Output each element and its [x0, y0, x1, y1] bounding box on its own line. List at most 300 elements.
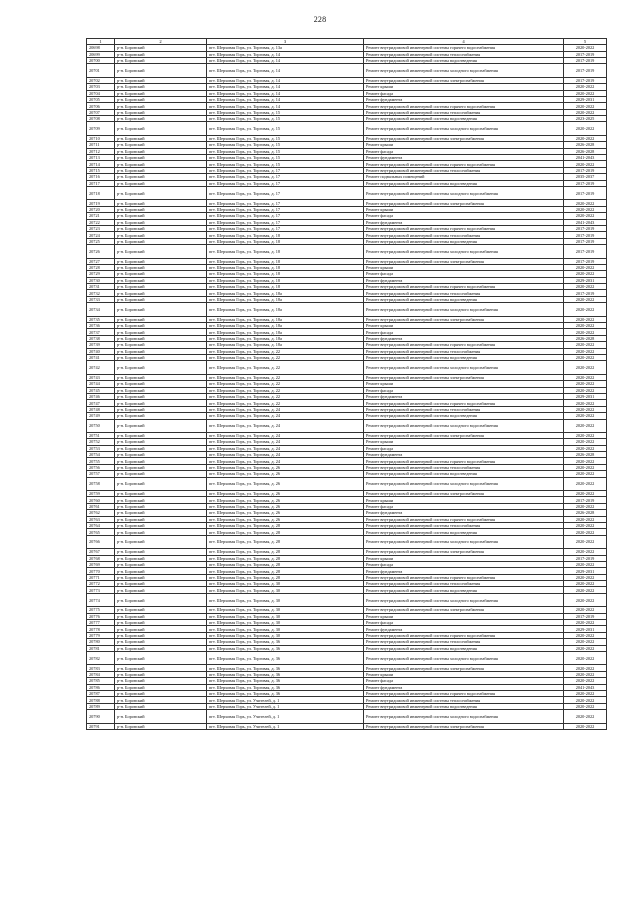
column-header: 5 [564, 39, 607, 45]
address-cell: пгт. Шерховая Горь, ул. Торговая, д. 15 [207, 122, 364, 135]
work-type-cell: Ремонт крыши [364, 671, 564, 677]
district-cell: р-н. Боровский [115, 703, 207, 709]
address-cell: пгт. Шерховая Горь, ул. Торговая, д. 15 [207, 142, 364, 148]
district-cell: р-н. Боровский [115, 167, 207, 173]
work-type-cell: Ремонт внутридомовой инженерной системы теплоснабжения [364, 51, 564, 57]
period-cell: 2020-2022 [564, 387, 607, 393]
period-cell: 2017-2019 [564, 77, 607, 83]
row-number-cell: 20749 [87, 413, 115, 419]
period-cell: 2020-2022 [564, 652, 607, 665]
row-number-cell: 20769 [87, 561, 115, 567]
work-type-cell: Ремонт внутридомовой инженерной системы водоотведения [364, 180, 564, 186]
period-cell: 2020-2022 [564, 109, 607, 115]
row-number-cell: 20787 [87, 690, 115, 696]
table-row [87, 361, 607, 374]
district-cell: р-н. Боровский [115, 290, 207, 296]
address-cell: пгт. Шерховая Горь, ул. Торговая, д. 36 [207, 645, 364, 651]
district-cell: р-н. Боровский [115, 264, 207, 270]
district-cell: р-н. Боровский [115, 200, 207, 206]
address-cell: пгт. Шерховая Горь, ул. Торговая, д. 18 [207, 271, 364, 277]
period-cell: 2017-2019 [564, 232, 607, 238]
period-cell: 2020-2022 [564, 135, 607, 141]
period-cell: 2017-2019 [564, 167, 607, 173]
row-number-cell: 20779 [87, 632, 115, 638]
district-cell: р-н. Боровский [115, 381, 207, 387]
district-cell: р-н. Боровский [115, 568, 207, 574]
district-cell: р-н. Боровский [115, 613, 207, 619]
address-cell: пгт. Шерховая Горь, ул. Торговая, д. 18а [207, 290, 364, 296]
row-number-cell: 20789 [87, 703, 115, 709]
row-number-cell: 20703 [87, 84, 115, 90]
address-cell: пгт. Шерховая Горь, ул. Торговая, д. 18а [207, 342, 364, 348]
period-cell: 2020-2022 [564, 445, 607, 451]
address-cell: пгт. Шерховая Горь, ул. Торговая, д. 18а [207, 296, 364, 302]
work-type-cell: Ремонт внутридомовой инженерной системы теплоснабжения [364, 522, 564, 528]
row-number-cell: 20731 [87, 284, 115, 290]
district-cell: р-н. Боровский [115, 464, 207, 470]
row-number-cell: 20776 [87, 613, 115, 619]
row-number-cell: 20757 [87, 471, 115, 477]
address-cell: пгт. Шерховая Горь, ул. Торговая, д. 28 [207, 561, 364, 567]
period-cell: 2020-2022 [564, 284, 607, 290]
district-cell: р-н. Боровский [115, 342, 207, 348]
district-cell: р-н. Боровский [115, 174, 207, 180]
table-row [87, 652, 607, 665]
row-number-cell: 20771 [87, 574, 115, 580]
district-cell: р-н. Боровский [115, 206, 207, 212]
work-type-cell: Ремонт внутридомовой инженерной системы электроснабжения [364, 258, 564, 264]
period-cell: 2020-2022 [564, 84, 607, 90]
row-number-cell: 20701 [87, 64, 115, 77]
work-type-cell: Ремонт крыши [364, 555, 564, 561]
table-row [87, 477, 607, 490]
period-cell: 2020-2022 [564, 710, 607, 723]
row-number-cell: 20736 [87, 323, 115, 329]
work-type-cell: Ремонт крыши [364, 497, 564, 503]
work-type-cell: Ремонт крыши [364, 84, 564, 90]
period-cell: 2017-2019 [564, 245, 607, 258]
district-cell: р-н. Боровский [115, 335, 207, 341]
district-cell: р-н. Боровский [115, 45, 207, 51]
work-type-cell: Ремонт внутридомовой инженерной системы электроснабжения [364, 200, 564, 206]
period-cell: 2017-2019 [564, 238, 607, 244]
period-cell: 2020-2022 [564, 361, 607, 374]
period-cell: 2020-2022 [564, 522, 607, 528]
address-cell: пгт. Шерховая Горь, ул. Торговая, д. 22 [207, 387, 364, 393]
district-cell: р-н. Боровский [115, 626, 207, 632]
address-cell: пгт. Шерховая Горь, ул. Торговая, д. 30 [207, 620, 364, 626]
address-cell: пгт. Шерховая Горь, ул. Торговая, д. 17 [207, 219, 364, 225]
table-row [87, 419, 607, 432]
row-number-cell: 20784 [87, 671, 115, 677]
work-type-cell: Ремонт внутридомовой инженерной системы электроснабжения [364, 491, 564, 497]
period-cell: 2020-2022 [564, 503, 607, 509]
work-type-cell: Ремонт фасада [364, 387, 564, 393]
column-header: 3 [207, 39, 364, 45]
row-number-cell: 20713 [87, 155, 115, 161]
address-cell: пгт. Шерховая Горь, ул. Торговая, д. 18 [207, 284, 364, 290]
row-number-cell: 20761 [87, 503, 115, 509]
address-cell: пгт. Шерховая Горь, ул. Торговая, д. 15 [207, 155, 364, 161]
district-cell: р-н. Боровский [115, 452, 207, 458]
address-cell: пгт. Шерховая Горь, ул. Учителей, д. 1 [207, 723, 364, 729]
row-number-cell: 20735 [87, 316, 115, 322]
address-cell: пгт. Шерховая Горь, ул. Торговая, д. 15 [207, 148, 364, 154]
address-cell: пгт. Шерховая Горь, ул. Торговая, д. 14 [207, 103, 364, 109]
address-cell: пгт. Шерховая Горь, ул. Торговая, д. 26 [207, 516, 364, 522]
district-cell: р-н. Боровский [115, 284, 207, 290]
period-cell: 2020-2022 [564, 419, 607, 432]
address-cell: пгт. Шерховая Горь, ул. Торговая, д. 36 [207, 690, 364, 696]
period-cell: 2020-2022 [564, 90, 607, 96]
work-type-cell: Ремонт внутридомовой инженерной системы холодного водоснабжения [364, 303, 564, 316]
work-type-cell: Ремонт внутридомовой инженерной системы холодного водоснабжения [364, 64, 564, 77]
period-cell: 2020-2022 [564, 645, 607, 651]
row-number-cell: 20752 [87, 439, 115, 445]
row-number-cell: 20738 [87, 335, 115, 341]
work-type-cell: Ремонт внутридомовой инженерной системы водоотведения [364, 471, 564, 477]
district-cell: р-н. Боровский [115, 387, 207, 393]
work-type-cell: Ремонт внутридомовой инженерной системы холодного водоснабжения [364, 245, 564, 258]
row-number-cell: 20740 [87, 348, 115, 354]
address-cell: пгт. Шерховая Горь, ул. Торговая, д. 18 [207, 277, 364, 283]
period-cell: 2017-2019 [564, 290, 607, 296]
work-type-cell: Ремонт внутридомовой инженерной системы холодного водоснабжения [364, 187, 564, 200]
period-cell: 2020-2022 [564, 516, 607, 522]
work-type-cell: Ремонт крыши [364, 439, 564, 445]
table-row [87, 535, 607, 548]
work-type-cell: Ремонт внутридомовой инженерной системы горячего водоснабжения [364, 632, 564, 638]
period-cell: 2020-2022 [564, 678, 607, 684]
row-number-cell: 20790 [87, 710, 115, 723]
district-cell: р-н. Боровский [115, 477, 207, 490]
address-cell: пгт. Шерховая Горь, ул. Торговая, д. 28 [207, 568, 364, 574]
period-cell: 2023-2025 [564, 116, 607, 122]
row-number-cell: 20726 [87, 245, 115, 258]
address-cell: пгт. Шерховая Горь, ул. Торговая, д. 14 [207, 51, 364, 57]
work-type-cell: Ремонт крыши [364, 323, 564, 329]
column-header: 2 [115, 39, 207, 45]
work-type-cell: Ремонт внутридомовой инженерной системы холодного водоснабжения [364, 535, 564, 548]
period-cell: 2020-2022 [564, 607, 607, 613]
district-cell: р-н. Боровский [115, 639, 207, 645]
district-cell: р-н. Боровский [115, 219, 207, 225]
row-number-cell: 20727 [87, 258, 115, 264]
row-number-cell: 20743 [87, 374, 115, 380]
row-number-cell: 20762 [87, 510, 115, 516]
period-cell: 2026-2028 [564, 148, 607, 154]
period-cell: 2020-2022 [564, 587, 607, 593]
address-cell: пгт. Шерховая Горь, ул. Учителей, д. 1 [207, 703, 364, 709]
period-cell: 2020-2022 [564, 323, 607, 329]
district-cell: р-н. Боровский [115, 258, 207, 264]
row-number-cell: 20777 [87, 620, 115, 626]
row-number-cell: 20751 [87, 432, 115, 438]
period-cell: 2026-2028 [564, 335, 607, 341]
district-cell: р-н. Боровский [115, 303, 207, 316]
district-cell: р-н. Боровский [115, 555, 207, 561]
district-cell: р-н. Боровский [115, 296, 207, 302]
address-cell: пгт. Шерховая Горь, ул. Торговая, д. 28 [207, 549, 364, 555]
address-cell: пгт. Шерховая Горь, ул. Торговая, д. 15 [207, 161, 364, 167]
row-number-cell: 20728 [87, 264, 115, 270]
district-cell: р-н. Боровский [115, 90, 207, 96]
work-type-cell: Ремонт внутридомовой инженерной системы теплоснабжения [364, 109, 564, 115]
address-cell: пгт. Шерховая Горь, ул. Торговая, д. 28 [207, 522, 364, 528]
work-type-cell: Ремонт внутридомовой инженерной системы теплоснабжения [364, 581, 564, 587]
district-cell: р-н. Боровский [115, 497, 207, 503]
period-cell: 2020-2022 [564, 381, 607, 387]
period-cell: 2020-2022 [564, 296, 607, 302]
row-number-cell: 20705 [87, 96, 115, 102]
district-cell: р-н. Боровский [115, 316, 207, 322]
district-cell: р-н. Боровский [115, 529, 207, 535]
district-cell: р-н. Боровский [115, 277, 207, 283]
work-type-cell: Ремонт внутридомовой инженерной системы водоотведения [364, 57, 564, 63]
work-type-cell: Ремонт фундамента [364, 684, 564, 690]
work-type-cell: Ремонт внутридомовой инженерной системы электроснабжения [364, 549, 564, 555]
row-number-cell: 20791 [87, 723, 115, 729]
period-cell: 2029-2031 [564, 626, 607, 632]
district-cell: р-н. Боровский [115, 535, 207, 548]
work-type-cell: Ремонт фундамента [364, 568, 564, 574]
row-number-cell: 20712 [87, 148, 115, 154]
column-header: 1 [87, 39, 115, 45]
address-cell: пгт. Шерховая Горь, ул. Торговая, д. 28 [207, 574, 364, 580]
address-cell: пгт. Шерховая Горь, ул. Торговая, д. 26 [207, 491, 364, 497]
row-number-cell: 20750 [87, 419, 115, 432]
row-number-cell: 20745 [87, 387, 115, 393]
address-cell: пгт. Шерховая Горь, ул. Торговая, д. 30 [207, 587, 364, 593]
row-number-cell: 20741 [87, 354, 115, 360]
row-number-cell: 20737 [87, 329, 115, 335]
work-type-cell: Ремонт внутридомовой инженерной системы теплоснабжения [364, 232, 564, 238]
work-type-cell: Ремонт внутридомовой инженерной системы электроснабжения [364, 723, 564, 729]
period-cell: 2020-2022 [564, 491, 607, 497]
district-cell: р-н. Боровский [115, 232, 207, 238]
district-cell: р-н. Боровский [115, 510, 207, 516]
period-cell: 2020-2022 [564, 574, 607, 580]
period-cell: 2020-2022 [564, 723, 607, 729]
row-number-cell: 20748 [87, 406, 115, 412]
work-type-cell: Ремонт внутридомовой инженерной системы электроснабжения [364, 665, 564, 671]
address-cell: пгт. Шерховая Горь, ул. Торговая, д. 18а [207, 303, 364, 316]
district-cell: р-н. Боровский [115, 180, 207, 186]
row-number-cell: 20742 [87, 361, 115, 374]
period-cell: 2017-2019 [564, 258, 607, 264]
work-type-cell: Ремонт фасада [364, 445, 564, 451]
district-cell: р-н. Боровский [115, 632, 207, 638]
address-cell: пгт. Шерховая Горь, ул. Торговая, д. 14 [207, 64, 364, 77]
district-cell: р-н. Боровский [115, 361, 207, 374]
address-cell: пгт. Шерховая Горь, ул. Торговая, д. 22 [207, 354, 364, 360]
period-cell: 2020-2022 [564, 329, 607, 335]
period-cell: 2017-2019 [564, 64, 607, 77]
row-number-cell: 20780 [87, 639, 115, 645]
row-number-cell: 20739 [87, 342, 115, 348]
address-cell: пгт. Шерховая Горь, ул. Торговая, д. 36 [207, 652, 364, 665]
period-cell: 2020-2022 [564, 122, 607, 135]
district-cell: р-н. Боровский [115, 323, 207, 329]
row-number-cell: 20730 [87, 277, 115, 283]
address-cell: пгт. Шерховая Горь, ул. Торговая, д. 22 [207, 348, 364, 354]
row-number-cell: 20700 [87, 57, 115, 63]
work-type-cell: Ремонт фасада [364, 620, 564, 626]
row-number-cell: 20720 [87, 206, 115, 212]
period-cell: 2020-2022 [564, 471, 607, 477]
address-cell: пгт. Шерховая Горь, ул. Торговая, д. 24 [207, 458, 364, 464]
district-cell: р-н. Боровский [115, 665, 207, 671]
period-cell: 2020-2022 [564, 374, 607, 380]
address-cell: пгт. Шерховая Горь, ул. Торговая, д. 17 [207, 206, 364, 212]
work-type-cell: Ремонт внутридомовой инженерной системы теплоснабжения [364, 697, 564, 703]
period-cell: 2020-2022 [564, 103, 607, 109]
period-cell: 2020-2022 [564, 690, 607, 696]
period-cell: 2020-2022 [564, 697, 607, 703]
row-number-cell: 20753 [87, 445, 115, 451]
address-cell: пгт. Шерховая Горь, ул. Торговая, д. 18а [207, 335, 364, 341]
row-number-cell: 20773 [87, 587, 115, 593]
address-cell: пгт. Шерховая Горь, ул. Торговая, д. 15 [207, 116, 364, 122]
district-cell: р-н. Боровский [115, 652, 207, 665]
work-type-cell: Ремонт подвальных помещений [364, 174, 564, 180]
period-cell: 2020-2022 [564, 206, 607, 212]
address-cell: пгт. Шерховая Горь, ул. Торговая, д. 24 [207, 406, 364, 412]
address-cell: пгт. Шерховая Горь, ул. Торговая, д. 28 [207, 529, 364, 535]
district-cell: р-н. Боровский [115, 723, 207, 729]
district-cell: р-н. Боровский [115, 245, 207, 258]
table-row [87, 710, 607, 723]
row-number-cell: 20766 [87, 535, 115, 548]
work-type-cell: Ремонт внутридомовой инженерной системы горячего водоснабжения [364, 342, 564, 348]
district-cell: р-н. Боровский [115, 697, 207, 703]
address-cell: пгт. Шерховая Горь, ул. Торговая, д. 22 [207, 381, 364, 387]
row-number-cell: 20699 [87, 51, 115, 57]
address-cell: пгт. Шерховая Горь, ул. Торговая, д. 17 [207, 167, 364, 173]
period-cell: 2026-2028 [564, 452, 607, 458]
district-cell: р-н. Боровский [115, 142, 207, 148]
period-cell: 2041-2043 [564, 155, 607, 161]
district-cell: р-н. Боровский [115, 116, 207, 122]
period-cell: 2020-2022 [564, 703, 607, 709]
district-cell: р-н. Боровский [115, 413, 207, 419]
row-number-cell: 20704 [87, 90, 115, 96]
district-cell: р-н. Боровский [115, 374, 207, 380]
period-cell: 2020-2022 [564, 671, 607, 677]
work-type-cell: Ремонт внутридомовой инженерной системы электроснабжения [364, 432, 564, 438]
period-cell: 2035-2037 [564, 174, 607, 180]
row-number-cell: 20702 [87, 77, 115, 83]
row-number-cell: 20768 [87, 555, 115, 561]
address-cell: пгт. Шерховая Горь, ул. Торговая, д. 30 [207, 626, 364, 632]
address-cell: пгт. Шерховая Горь, ул. Торговая, д. 30 [207, 581, 364, 587]
work-type-cell: Ремонт внутридомовой инженерной системы водоотведения [364, 645, 564, 651]
table-row [87, 593, 607, 606]
work-type-cell: Ремонт фасада [364, 90, 564, 96]
work-type-cell: Ремонт крыши [364, 142, 564, 148]
row-number-cell: 20715 [87, 167, 115, 173]
row-number-cell: 20786 [87, 684, 115, 690]
address-cell: пгт. Шерховая Горь, ул. Торговая, д. 26 [207, 464, 364, 470]
district-cell: р-н. Боровский [115, 432, 207, 438]
work-type-cell: Ремонт внутридомовой инженерной системы горячего водоснабжения [364, 45, 564, 51]
period-cell: 2041-2043 [564, 219, 607, 225]
row-number-cell: 20721 [87, 213, 115, 219]
address-cell: пгт. Шерховая Горь, ул. Торговая, д. 17 [207, 187, 364, 200]
period-cell: 2020-2022 [564, 561, 607, 567]
row-number-cell: 20698 [87, 45, 115, 51]
district-cell: р-н. Боровский [115, 574, 207, 580]
work-type-cell: Ремонт внутридомовой инженерной системы теплоснабжения [364, 290, 564, 296]
work-type-cell: Ремонт фасада [364, 271, 564, 277]
work-type-cell: Ремонт фундамента [364, 155, 564, 161]
work-type-cell: Ремонт фасада [364, 503, 564, 509]
work-type-cell: Ремонт фундамента [364, 510, 564, 516]
row-number-cell: 20785 [87, 678, 115, 684]
row-number-cell: 20709 [87, 122, 115, 135]
address-cell: пгт. Шерховая Горь, ул. Торговая, д. 15 [207, 109, 364, 115]
period-cell: 2020-2022 [564, 549, 607, 555]
row-number-cell: 20758 [87, 477, 115, 490]
row-number-cell: 20732 [87, 290, 115, 296]
address-cell: пгт. Шерховая Горь, ул. Торговая, д. 17 [207, 213, 364, 219]
work-type-cell: Ремонт внутридомовой инженерной системы горячего водоснабжения [364, 574, 564, 580]
period-cell: 2020-2022 [564, 632, 607, 638]
row-number-cell: 20734 [87, 303, 115, 316]
district-cell: р-н. Боровский [115, 503, 207, 509]
work-type-cell: Ремонт внутридомовой инженерной системы водоотведения [364, 587, 564, 593]
address-cell: пгт. Шерховая Горь, ул. Торговая, д. 22 [207, 374, 364, 380]
address-cell: пгт. Шерховая Горь, ул. Торговая, д. 24 [207, 413, 364, 419]
table-row [87, 122, 607, 135]
district-cell: р-н. Боровский [115, 491, 207, 497]
work-type-cell: Ремонт крыши [364, 613, 564, 619]
district-cell: р-н. Боровский [115, 516, 207, 522]
period-cell: 2020-2022 [564, 316, 607, 322]
repair-schedule-table [86, 38, 607, 730]
work-type-cell: Ремонт крыши [364, 381, 564, 387]
address-cell: пгт. Шерховая Горь, ул. Торговая, д. 17 [207, 180, 364, 186]
district-cell: р-н. Боровский [115, 103, 207, 109]
district-cell: р-н. Боровский [115, 471, 207, 477]
district-cell: р-н. Боровский [115, 607, 207, 613]
row-number-cell: 20763 [87, 516, 115, 522]
period-cell: 2026-2028 [564, 142, 607, 148]
address-cell: пгт. Шерховая Горь, ул. Торговая, д. 30 [207, 613, 364, 619]
work-type-cell: Ремонт внутридомовой инженерной системы теплоснабжения [364, 167, 564, 173]
work-type-cell: Ремонт внутридомовой инженерной системы электроснабжения [364, 135, 564, 141]
work-type-cell: Ремонт внутридомовой инженерной системы теплоснабжения [364, 464, 564, 470]
period-cell: 2029-2031 [564, 277, 607, 283]
period-cell: 2020-2022 [564, 200, 607, 206]
address-cell: пгт. Шерховая Горь, ул. Торговая, д. 30 [207, 632, 364, 638]
address-cell: пгт. Шерховая Горь, ул. Торговая, д. 15 [207, 135, 364, 141]
district-cell: р-н. Боровский [115, 161, 207, 167]
work-type-cell: Ремонт внутридомовой инженерной системы теплоснабжения [364, 406, 564, 412]
row-number-cell: 20746 [87, 393, 115, 399]
work-type-cell: Ремонт крыши [364, 206, 564, 212]
work-type-cell: Ремонт фундамента [364, 626, 564, 632]
work-type-cell: Ремонт внутридомовой инженерной системы водоотведения [364, 116, 564, 122]
address-cell: пгт. Шерховая Горь, ул. Торговая, д. 13а [207, 45, 364, 51]
period-cell: 2020-2022 [564, 213, 607, 219]
work-type-cell: Ремонт крыши [364, 264, 564, 270]
row-number-cell: 20714 [87, 161, 115, 167]
period-cell: 2020-2022 [564, 665, 607, 671]
address-cell: пгт. Шерховая Горь, ул. Торговая, д. 26 [207, 477, 364, 490]
address-cell: пгт. Шерховая Горь, ул. Торговая, д. 14 [207, 57, 364, 63]
district-cell: р-н. Боровский [115, 445, 207, 451]
